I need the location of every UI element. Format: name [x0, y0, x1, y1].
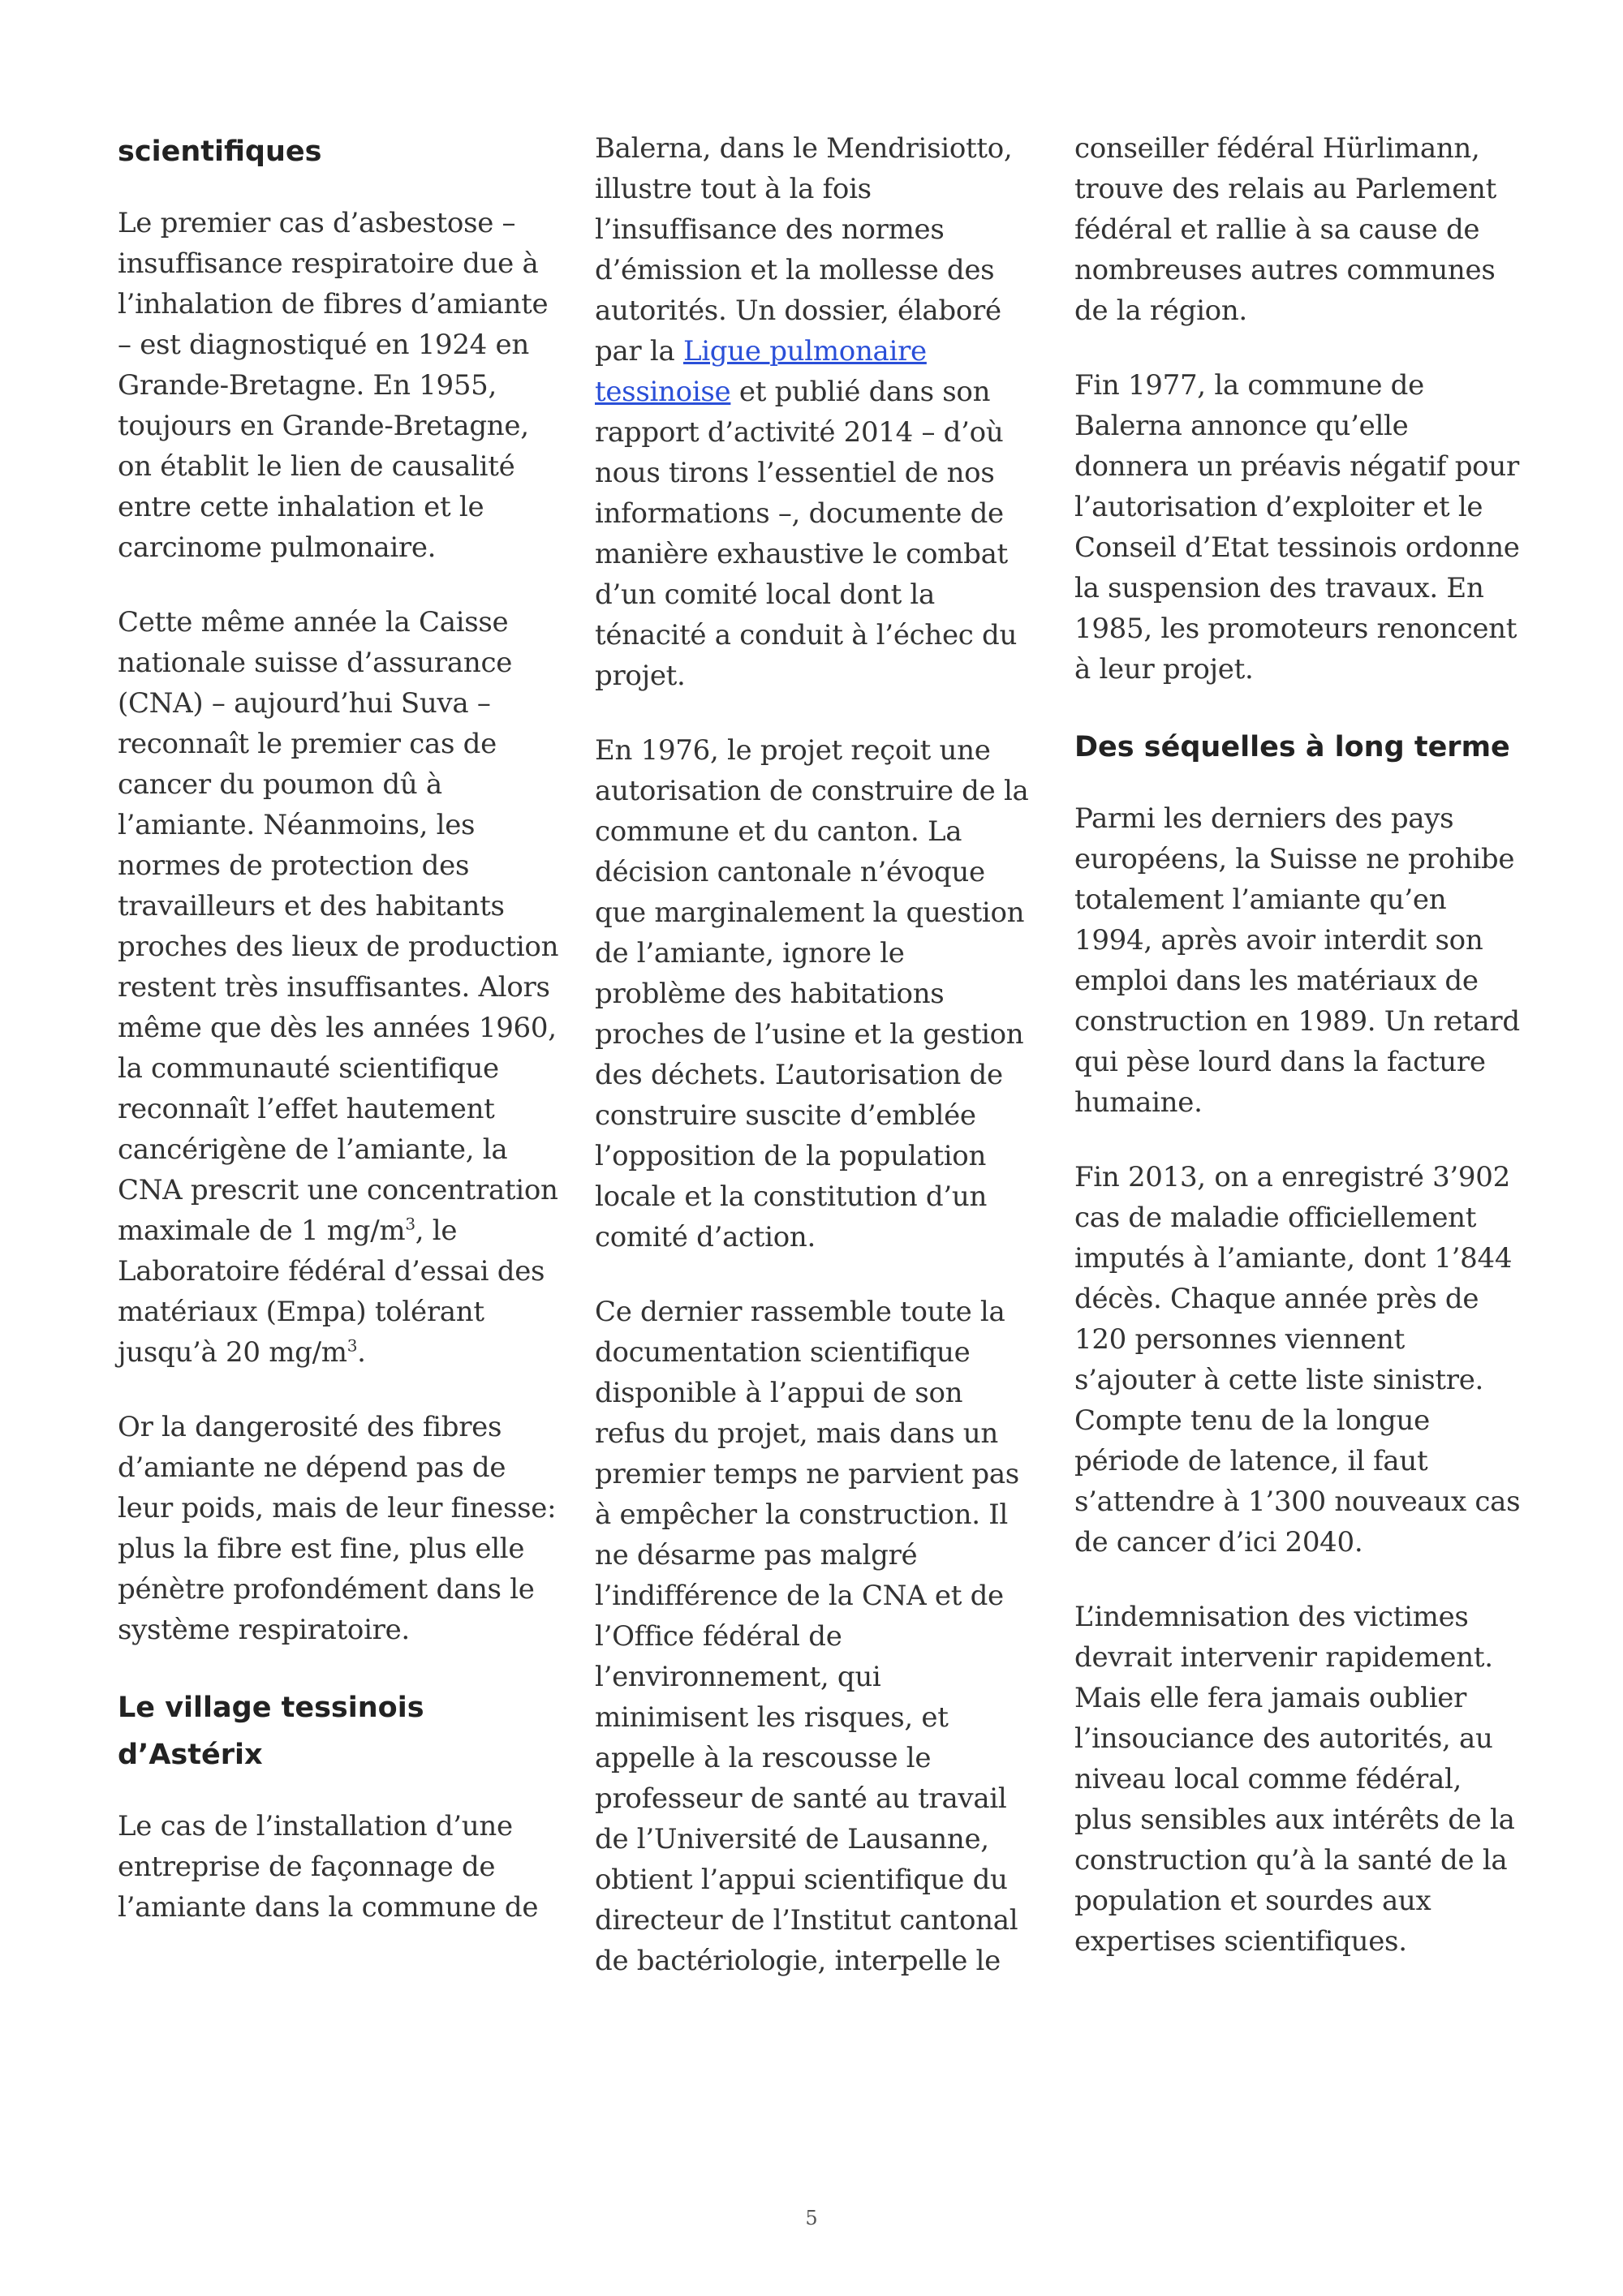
paragraph: Parmi les derniers des pays européens, la Suisse ne prohibe totalement l’amiante qu’en 1994, après avoir interdit son emploi dans les matériaux de construction en 1989. Un retard qui pèse lourd dans la facture humaine.: [1074, 802, 1520, 1119]
column-3: [1074, 128, 1521, 1996]
paragraph: Ce dernier rassemble toute la documentation scientifique disponible à l’appui de son refus du projet, mais dans un premier temps ne parvient pas à empêcher la construction. Il ne désarme pas malgré l’indifférence de la CNA et de l’Office fédéral de l’environnement, qui minimisent les risques, et appelle à la rescousse le professeur de santé au travail de l’Université de Lausanne, obtient l’appui scientifique du directeur de l’Institut cantonal de bactériologie, interpelle le: [595, 1296, 1019, 1977]
paragraph: Le premier cas d’asbestose – insuffisance respiratoire due à l’inhalation de fibres d’amiante – est diagnostiqué en 1924 en Grande-Bretagne. En 1955, toujours en Grande-Bretagne, on établit le lien de causalité entre cette inhalation et le carcinome pulmonaire.: [118, 207, 549, 564]
paragraph: L’indemnisation des victimes devrait intervenir rapidement. Mais elle fera jamais oublier l’insouciance des autorités, au niveau local comme fédéral, plus sensibles aux intérêts de la construction qu’à la santé de la population et sourdes aux expertises scientifiques.: [1074, 1601, 1515, 1958]
paragraph-cna: [118, 602, 564, 1373]
section-heading-scientifiques: scientifiques: [118, 135, 322, 168]
ligue-pulmonaire-link[interactable]: Ligue pulmonaire tessinoise: [595, 335, 927, 408]
paragraph-text: Balerna, dans le Mendrisiotto, illustre tout à la fois l’insuffisance des normes d’émission et la mollesse des autorités. Un dossier, élaboré par la: [595, 132, 1013, 368]
page-number: 5: [805, 2207, 818, 2229]
paragraph-balerna: [595, 128, 1041, 696]
superscript: 3: [347, 1335, 358, 1356]
paragraph: Fin 1977, la commune de Balerna annonce qu’elle donnera un préavis négatif pour l’autorisation d’exploiter et le Conseil d’Etat tessinois ordonne la suspension des travaux. En 1985, les promoteurs renoncent à leur projet.: [1074, 369, 1520, 686]
section-heading-sequelles: Des séquelles à long terme: [1074, 731, 1510, 763]
column-1: [118, 128, 564, 1962]
paragraph-text: Cette même année la Caisse nationale suisse d’assurance (CNA) – aujourd’hui Suva – reconnaît le premier cas de cancer du poumon dû à l’amiante. Néanmoins, les normes de protection des travailleurs et des habitants proches des lieux de production restent très insuffisantes. Alors même que dès les années 1960, la communauté scientifique reconnaît l’effet hautement cancérigène de l’amiante, la CNA prescrit une concentration maximale de 1 mg/m: [118, 606, 559, 1247]
paragraph: En 1976, le projet reçoit une autorisation de construire de la commune et du canton. La décision cantonale n’évoque que marginalement la question de l’amiante, ignore le problème des habitations proches de l’usine et la gestion des déchets. L’autorisation de construire suscite d’emblée l’opposition de la population locale et la constitution d’un comité d’action.: [595, 734, 1029, 1253]
paragraph-text: et publié dans son rapport d’activité 2014 – d’où nous tirons l’essentiel de nos informations –, documente de manière exhaustive le combat d’un comité local dont la ténacité a conduit à l’échec du projet.: [595, 376, 1018, 692]
superscript: 3: [405, 1214, 415, 1234]
section-heading-village: Le village tessinois d’Astérix: [118, 1692, 424, 1771]
paragraph: Fin 2013, on a enregistré 3’902 cas de maladie officiellement imputés à l’amiante, dont 1’844 décès. Chaque année près de 120 personnes viennent s’ajouter à cette liste sinistre. Compte tenu de la longue période de latence, il faut s’attendre à 1’300 nouveaux cas de cancer d’ici 2040.: [1074, 1161, 1521, 1559]
column-2: [595, 128, 1041, 2015]
paragraph: Or la dangerosité des fibres d’amiante ne dépend pas de leur poids, mais de leur finesse: plus la fibre est fine, plus elle pénètre profondément dans le système respiratoire.: [118, 1411, 557, 1646]
paragraph: conseiller fédéral Hürlimann, trouve des relais au Parlement fédéral et rallie à sa cause de nombreuses autres communes de la région.: [1074, 132, 1496, 327]
paragraph-text: , le Laboratoire fédéral d’essai des matériaux (Empa) tolérant jusqu’à 20 mg/m: [118, 1215, 545, 1369]
paragraph: Le cas de l’installation d’une entreprise de façonnage de l’amiante dans la commune de: [118, 1810, 539, 1924]
paragraph-text: .: [357, 1336, 366, 1369]
